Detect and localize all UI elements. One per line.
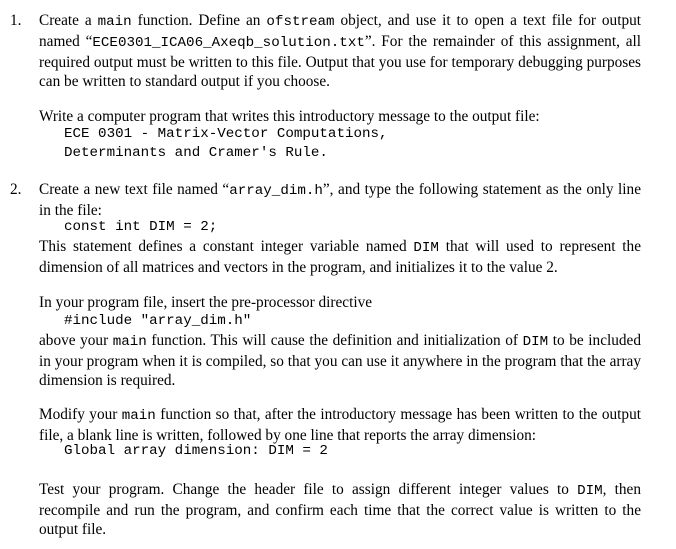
paragraph bbox=[39, 237, 641, 277]
inline-code: main bbox=[97, 14, 132, 30]
inline-code: DIM bbox=[413, 240, 439, 256]
inline-code: DIM bbox=[522, 334, 549, 350]
code-line: const int DIM = 2; bbox=[64, 219, 218, 235]
paragraph bbox=[39, 11, 641, 91]
paragraph: In your program file, insert the pre-processor directive bbox=[39, 294, 373, 311]
code-line: ECE 0301 - Matrix-Vector Computations, bbox=[64, 126, 388, 142]
text-run: function so that, after the introductory message has been written to the output file, a blank line is written, followed by one line that reports the array dimension: bbox=[39, 406, 641, 444]
paragraph bbox=[39, 405, 641, 445]
text-run: that will used to represent the dimension of all matrices and vectors in the program, and initializes it to the value 2. bbox=[39, 238, 641, 276]
text-run: ”. For the remainder of this assignment, all required output must be written to this file. Output that you use for temporary debugging purposes can be written to standard output if you choose. bbox=[39, 33, 642, 90]
text-run: Create a bbox=[39, 12, 98, 29]
paragraph: Write a computer program that writes this introductory message to the output file: bbox=[39, 108, 540, 125]
item-number: 2. bbox=[10, 181, 22, 198]
text-run: , then recompile and run the program, and confirm each time that the correct value is written to the output file. bbox=[39, 481, 641, 538]
text-run: function. Define an bbox=[131, 12, 267, 29]
text-run: function. This will cause the definition and initialization of bbox=[146, 332, 523, 349]
item-number: 1. bbox=[10, 12, 22, 29]
text-run: Create a new text file named “ bbox=[39, 181, 230, 198]
paragraph bbox=[39, 180, 641, 220]
text-run: above your bbox=[39, 332, 113, 349]
paragraph bbox=[39, 480, 641, 539]
code-line: #include "array_dim.h" bbox=[64, 313, 252, 329]
text-run: Test your program. Change the header file to assign different integer values to bbox=[39, 481, 578, 498]
text-run: object, and use it to open a text file for output named “ bbox=[39, 12, 642, 50]
inline-code: array_dim.h bbox=[229, 183, 323, 199]
paragraph bbox=[39, 331, 641, 390]
inline-code: ECE0301_ICA06_Axeqb_solution.txt bbox=[92, 35, 365, 51]
code-line: Determinants and Cramer's Rule. bbox=[64, 145, 328, 161]
text-run: ”, and type the following statement as the only line in the file: bbox=[39, 181, 641, 219]
text-run: Modify your bbox=[39, 406, 122, 423]
inline-code: main bbox=[112, 334, 147, 350]
inline-code: DIM bbox=[577, 483, 603, 499]
code-line: Global array dimension: DIM = 2 bbox=[64, 443, 328, 459]
inline-code: ofstream bbox=[266, 14, 335, 30]
inline-code: main bbox=[121, 408, 156, 424]
text-run: to be included in your program when it is compiled, so that you can use it anywhere in the program that the array dimension is required. bbox=[39, 332, 641, 389]
text-run: This statement defines a constant integer variable named bbox=[39, 238, 414, 255]
